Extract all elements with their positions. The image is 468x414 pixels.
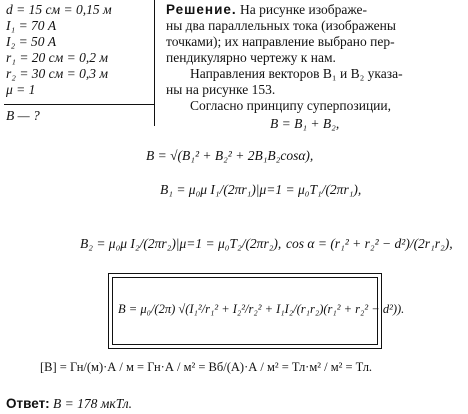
- solution-line-3: точками); их направление выбрано пер-: [166, 34, 395, 49]
- formula-cos: cos α = (r₁² + r₂² − d²)/(2r₁r₂),: [286, 236, 453, 251]
- formula-b2: B₂ = μ₀μ I₂/(2πr₂)|μ=1 = μ₀T₂/(2πr₂),: [80, 236, 282, 251]
- given-line-r2: r₂ = 30 см = 0,3 м: [6, 66, 109, 81]
- formula-b: B = √(B₁² + B₂² + 2B₁B₂cosα),: [146, 148, 314, 163]
- given-line-d: d = 15 см = 0,15 м: [6, 2, 112, 17]
- given-unknown: B — ?: [6, 108, 40, 123]
- solution-paragraph-1: [166, 2, 367, 18]
- solution-line-7: Согласно принципу суперпозиции,: [190, 98, 392, 113]
- units-derivation: [B] = Гн/(м)·А / м = Гн·А / м² = Вб/(А)·А / м² = Тл·м² / м² = Тл.: [40, 360, 373, 374]
- given-divider: [4, 104, 154, 105]
- solution-line-6: ны на рисунке 153.: [166, 82, 276, 97]
- answer-value: B = 178 мкТл.: [53, 396, 132, 411]
- solution-line-5: Направления векторов B₁ и B₂ указа-: [190, 66, 403, 81]
- given-line-i2: I₂ = 50 А: [6, 34, 57, 49]
- given-line-r1: r₁ = 20 см = 0,2 м: [6, 50, 109, 65]
- given-line-i1: I₁ = 70 А: [6, 18, 57, 33]
- solution-line-2: ны два параллельных тока (изображены: [166, 18, 396, 33]
- boxed-formula: B = μ₀/(2π) √(I₁²/r₁² + I₂²/r₂² + I₁I₂/(r₁r₂)(r₁² + r₂² − d²)).: [118, 302, 405, 316]
- answer-line: [6, 396, 132, 412]
- answer-label: Ответ:: [6, 396, 50, 411]
- solution-heading: Решение.: [166, 2, 237, 17]
- solution-line-1: На рисунке изображе-: [236, 2, 367, 17]
- given-line-mu: μ = 1: [6, 82, 36, 97]
- solution-line-4: пендикулярно чертежу к нам.: [166, 50, 336, 65]
- given-vertical-rule: [154, 0, 155, 126]
- formula-b1: B₁ = μ₀μ I₁/(2πr₁)|μ=1 = μ₀T₁/(2πr₁),: [160, 182, 362, 197]
- superposition-equation: B = B₁ + B₂,: [270, 116, 340, 131]
